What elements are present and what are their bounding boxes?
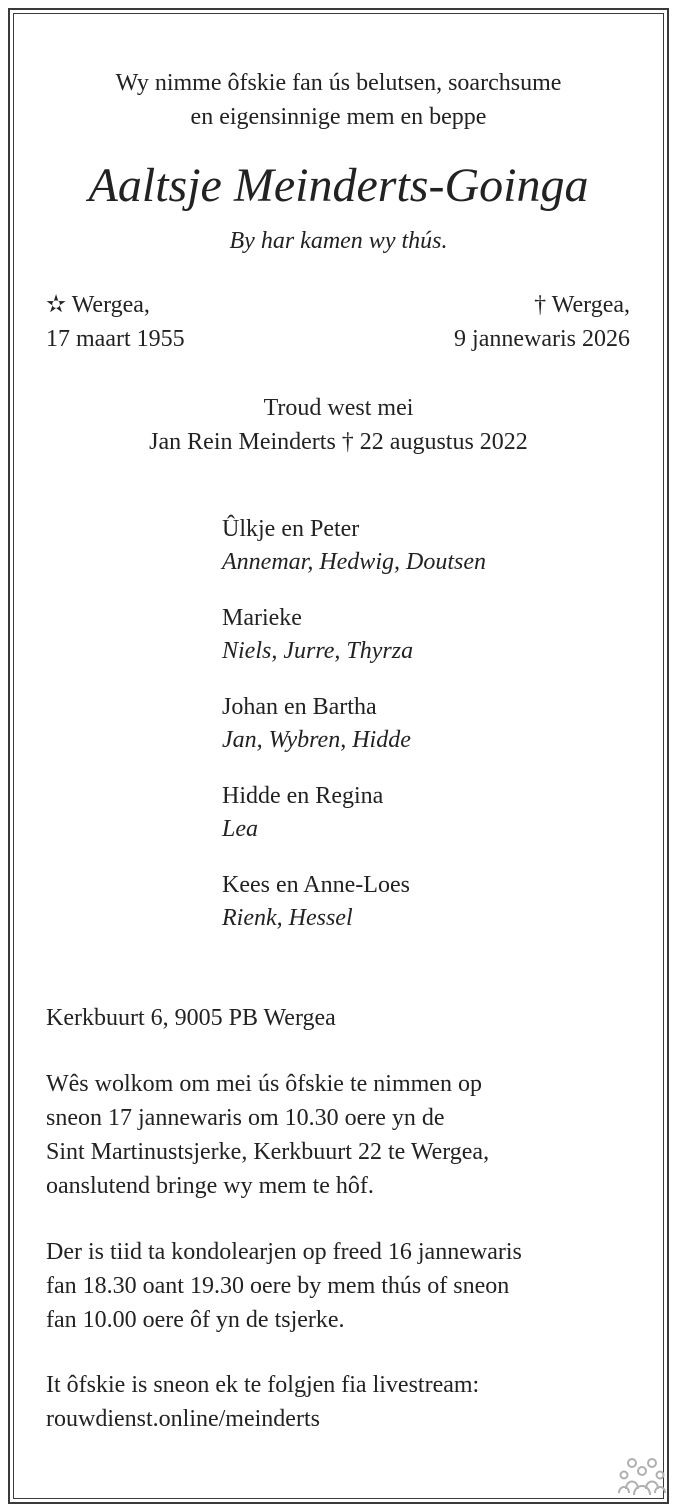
family-children: Lea [222,816,258,842]
death-line [330,288,630,322]
address: Kerkbuurt 6, 9005 PB Wergea [46,1005,336,1031]
dagger-icon: † [534,292,547,318]
birth-place: Wergea, [71,292,150,318]
family-parents: Johan en Bartha [222,694,377,720]
family-parents: Kees en Anne-Loes [222,872,410,898]
condolence-line: Der is tiid ta kondolearjen op freed 16 jannewaris [46,1239,522,1265]
livestream-line: It ôfskie is sneon ek te folgjen fia livestream: [46,1372,480,1398]
family-parents: Marieke [222,605,302,631]
epitaph: By har kamen wy thús. [229,228,448,254]
spouse-line-2: Jan Rein Meinderts † 22 augustus 2022 [149,429,528,455]
birth-line [46,288,150,322]
service-line: oanslutend bringe wy mem te hôf. [46,1173,374,1199]
family-parents: Hidde en Regina [222,783,384,809]
livestream-url: rouwdienst.online/meinderts [46,1406,320,1432]
condolence-line: fan 10.00 oere ôf yn de tsjerke. [46,1307,345,1333]
intro-line-1: Wy nimme ôfskie fan ús belutsen, soarchsume [115,70,562,96]
family-parents: Ûlkje en Peter [222,516,360,542]
death-date: 9 jannewaris 2026 [454,326,630,352]
condolence-line: fan 18.30 oant 19.30 oere by mem thús of sneon [46,1273,510,1299]
intro-line-2: en eigensinnige mem en beppe [190,104,487,130]
star-icon: ✫ [46,292,67,318]
death-place: Wergea, [551,292,630,318]
service-line: Wês wolkom om mei ús ôfskie te nimmen op [46,1071,482,1097]
deceased-name: Aaltsje Meinderts-Goinga [88,159,589,212]
people-group-icon [618,1455,666,1497]
family-children: Rienk, Hessel [222,905,353,931]
birth-date: 17 maart 1955 [46,326,185,352]
service-line: sneon 17 jannewaris om 10.30 oere yn de [46,1105,445,1131]
service-line: Sint Martinustsjerke, Kerkbuurt 22 te Wergea, [46,1139,490,1165]
family-children: Niels, Jurre, Thyrza [222,638,414,664]
family-children: Annemar, Hedwig, Doutsen [222,549,486,575]
spouse-line-1: Troud west mei [263,395,414,421]
family-children: Jan, Wybren, Hidde [222,727,411,753]
